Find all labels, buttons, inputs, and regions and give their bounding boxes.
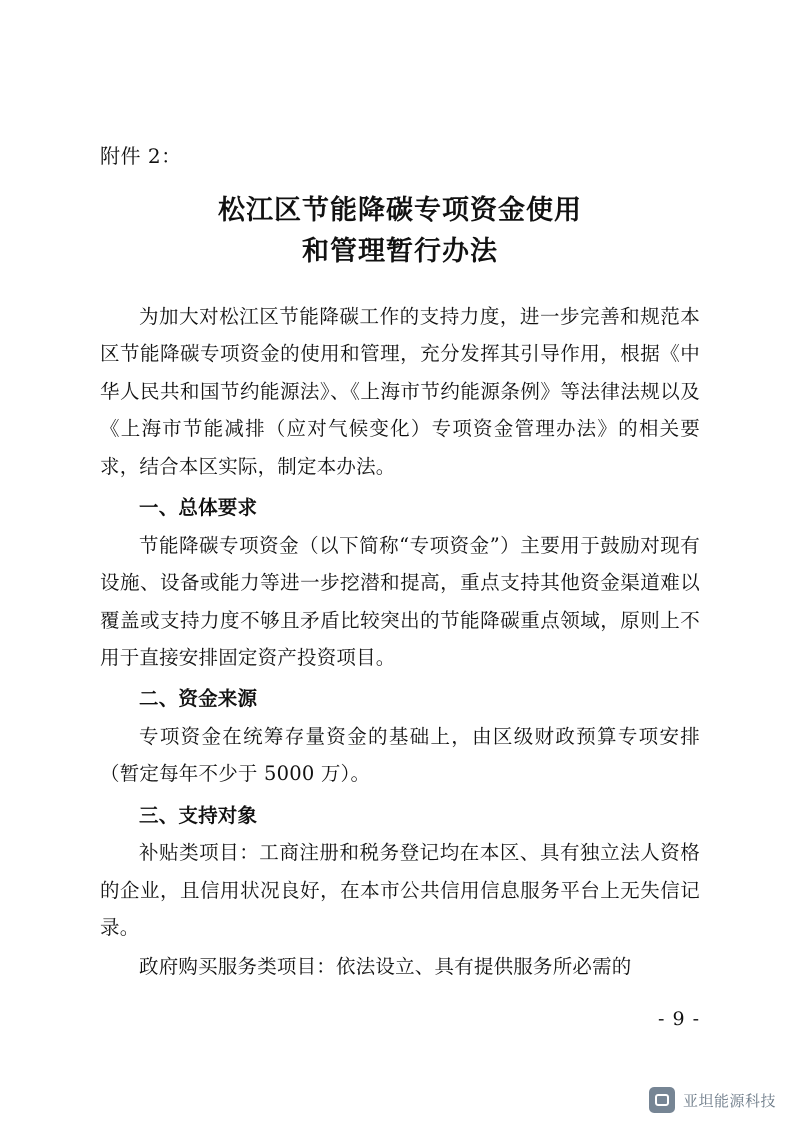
paragraph-funding-source: 专项资金在统筹存量资金的基础上，由区级财政预算专项安排（暂定每年不少于 5000 万）。 xyxy=(100,724,700,786)
attachment-label: 附件 2： xyxy=(100,144,182,168)
watermark xyxy=(649,1087,776,1113)
wechat-account-logo-icon xyxy=(649,1087,675,1113)
document-body xyxy=(100,140,700,988)
page-title xyxy=(165,191,635,272)
paragraph-government-purchase-services: 政府购买服务类项目：依法设立、具有提供服务所必需的 xyxy=(139,955,632,979)
watermark-label: 亚坦能源科技 xyxy=(682,1091,776,1110)
page-number: - 9 - xyxy=(657,1008,700,1030)
page-title-line-1: 松江区节能降碳专项资金使用 xyxy=(218,195,582,226)
paragraph-overall-requirements: 节能降碳专项资金（以下简称“专项资金”）主要用于鼓励对现有设施、设备或能力等进一步挖潜和提高，重点支持其他资金渠道难以覆盖或支持力度不够且矛盾比较突出的节能降碳重点领域，原则上不用于直接安排固定资产投资项目。 xyxy=(100,533,700,669)
page-title-line-2: 和管理暂行办法 xyxy=(302,235,498,267)
section-heading-overall-requirements: 一、总体要求 xyxy=(139,496,258,520)
section-heading-supported-entities: 三、支持对象 xyxy=(139,803,258,827)
paragraph-intro: 为加大对松江区节能降碳工作的支持力度，进一步完善和规范本区节能降碳专项资金的使用和管理，充分发挥其引导作用，根据《中华人民共和国节约能源法》、《上海市节约能源条例》等法律法规以及《上海市节能减排（应对气候变化）专项资金管理办法》的相关要求，结合本区实际，制定本办法。 xyxy=(100,305,700,478)
section-heading-funding-source: 二、资金来源 xyxy=(139,687,258,711)
paragraph-subsidy-projects: 补贴类项目：工商注册和税务登记均在本区、具有独立法人资格的企业，且信用状况良好，在本市公共信用信息服务平台上无失信记录。 xyxy=(100,841,700,939)
